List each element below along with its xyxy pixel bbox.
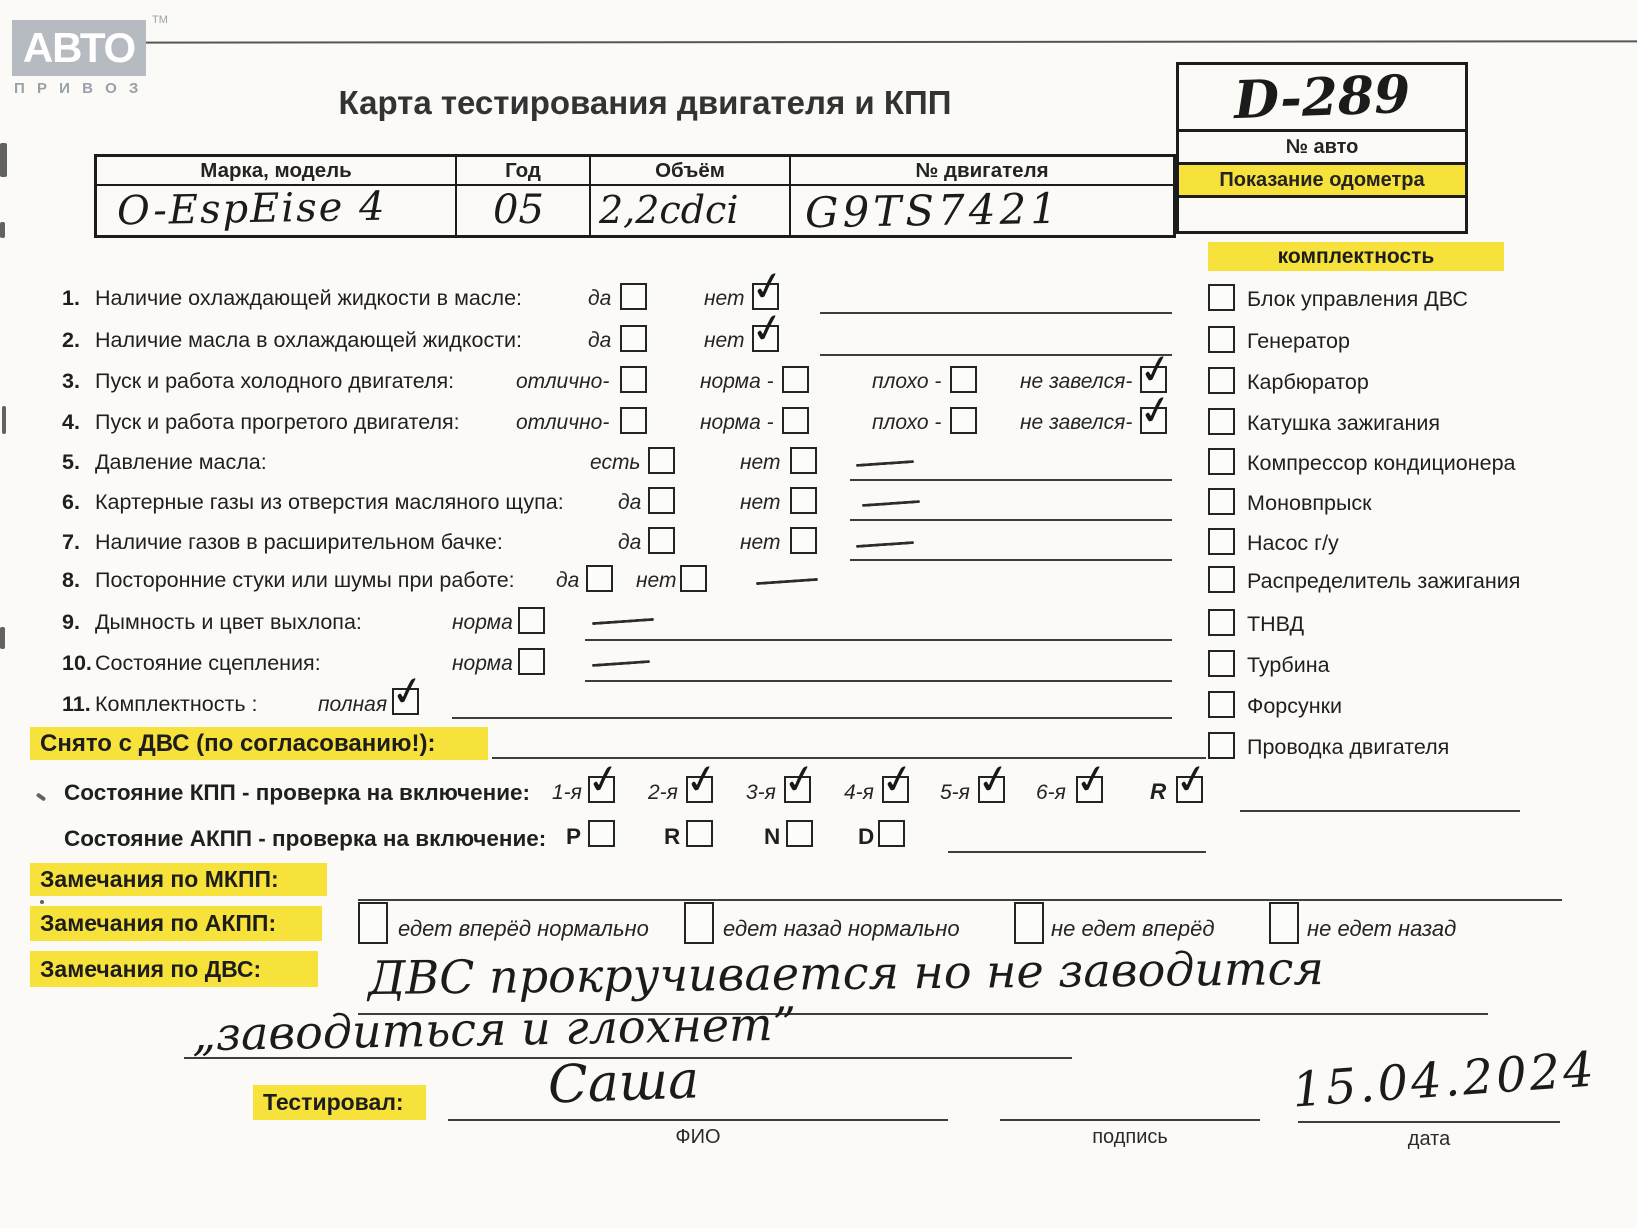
gear-label: 1-я: [552, 781, 582, 804]
volume-value-cell[interactable]: [591, 186, 791, 235]
item-label: Пуск и работа прогретого двигателя:: [95, 410, 460, 434]
akpp-option-label: едет назад нормально: [723, 916, 960, 941]
completeness-item: Проводка двигателя: [1247, 735, 1450, 759]
checkmark-icon: ✓: [747, 261, 789, 313]
checkbox-distributor[interactable]: [1208, 566, 1235, 593]
item-number: 8.: [62, 568, 80, 592]
item-label: Картерные газы из отверстия масляного щупа:: [95, 490, 564, 514]
checkbox-r6-no[interactable]: [790, 487, 817, 514]
odometer-label: Показание одометра: [1179, 162, 1465, 195]
scan-artifact: [0, 627, 5, 649]
blank-line: [585, 680, 1172, 682]
date-line: [1298, 1121, 1560, 1123]
handwritten-dash: [856, 541, 914, 548]
gear-label-reverse: R: [1150, 779, 1167, 804]
checkmark-icon: ✓: [681, 754, 723, 806]
engine-number-cell[interactable]: [791, 183, 1173, 238]
scan-artifact: [36, 792, 46, 801]
model-value: O-EspEise 4: [116, 183, 387, 235]
blank-line: [850, 559, 1172, 561]
handwritten-dash: [756, 578, 818, 585]
checkbox-r11-full[interactable]: [387, 666, 429, 718]
checkbox-r10-normal[interactable]: [518, 648, 545, 675]
item-label: Дымность и цвет выхлопа:: [95, 610, 362, 634]
name-caption: ФИО: [675, 1126, 721, 1148]
position-label-p: P: [566, 824, 582, 849]
option-yes-label: да: [588, 287, 612, 310]
blank-line: [1240, 810, 1520, 812]
tested-by-label: Тестировал:: [263, 1089, 404, 1115]
completeness-item: ТНВД: [1247, 612, 1305, 636]
vehicle-info-header-row: [97, 157, 1173, 186]
item-label: Наличие газов в расширительном бачке:: [95, 530, 503, 554]
logo-brand-block: [12, 20, 146, 76]
logo-tm: ТМ: [152, 14, 168, 26]
dvs-note-line2: „заводиться и глохнет”: [191, 996, 797, 1062]
completeness-item: Насос г/у: [1247, 531, 1339, 555]
item-number: 6.: [62, 490, 80, 514]
scan-artifact: [0, 143, 7, 177]
gear-label: 2-я: [648, 781, 678, 804]
checkbox-carburetor[interactable]: [1208, 367, 1235, 394]
item-label: Наличие охлаждающей жидкости в масле:: [95, 286, 523, 310]
completeness-item: Компрессор кондиционера: [1247, 451, 1516, 475]
completeness-item: Моновпрыск: [1247, 491, 1372, 515]
item-number: 9.: [62, 610, 80, 634]
dvs-note-line1: ДВС прокручивается но не заводится: [367, 940, 1325, 1006]
blank-line: [948, 851, 1206, 853]
remarks-dvs-label: Замечания по ДВС:: [40, 955, 262, 982]
date-value: 15.04.2024: [1290, 1041, 1599, 1119]
remarks-akpp-label: Замечания по АКПП:: [40, 910, 277, 936]
handwritten-dash: [592, 660, 650, 667]
name-line: [448, 1119, 948, 1121]
option-no-label: нет: [636, 569, 677, 592]
scan-artifact: [0, 222, 5, 238]
completeness-item: Карбюратор: [1247, 370, 1369, 394]
checkmark-icon: ✓: [387, 666, 429, 718]
item-number: 2.: [62, 328, 80, 352]
blank-line: [820, 312, 1172, 314]
checkmark-icon: ✓: [1171, 754, 1213, 806]
item-label: Наличие масла в охлаждающей жидкости:: [95, 328, 523, 352]
checkbox-r8-yes[interactable]: [586, 565, 613, 592]
completeness-item: Форсунки: [1247, 694, 1343, 718]
checkbox-injectors[interactable]: [1208, 691, 1235, 718]
tester-name-value: Саша: [546, 1050, 701, 1116]
checkmark-icon: ✓: [1135, 344, 1177, 396]
checkbox-r1-yes[interactable]: [620, 283, 647, 310]
checkbox-r3-normal[interactable]: [782, 366, 809, 393]
vehicle-info-table: [94, 154, 1176, 238]
position-label-n: N: [764, 824, 781, 849]
blank-line: [585, 639, 1172, 641]
vehicle-info-value-row: [97, 183, 1173, 238]
logo-subtext: П Р И В О З: [14, 80, 143, 97]
checkbox-ac-compressor[interactable]: [1208, 448, 1235, 475]
col-model: Марка, модель: [97, 157, 457, 184]
checkbox-gear-4[interactable]: [877, 754, 919, 806]
checkmark-icon: ✓: [1071, 754, 1113, 806]
option-full-label: полная: [318, 693, 388, 716]
checkbox-r2-yes[interactable]: [620, 325, 647, 352]
remarks-dvs-header: [30, 951, 318, 987]
item-label: Давление масла:: [95, 450, 267, 474]
item-number: 4.: [62, 410, 80, 434]
gear-label: 4-я: [844, 781, 874, 804]
checkmark-icon: ✓: [747, 303, 789, 355]
logo-brand-text: АВТО: [22, 24, 136, 71]
option-yes-label: да: [588, 329, 612, 352]
year-value-cell[interactable]: [457, 186, 591, 235]
col-engine: № двигателя: [915, 158, 1049, 182]
option-normal-label: норма: [452, 652, 513, 675]
checkbox-pos-n[interactable]: [786, 820, 813, 847]
checkbox-turbine[interactable]: [1208, 650, 1235, 677]
engine-number-value: G9TS7421: [804, 183, 1062, 238]
option-nostart-label: не завелся-: [1020, 411, 1133, 434]
item-number: 1.: [62, 286, 80, 310]
completeness-item: Генератор: [1247, 329, 1350, 353]
item-label: Состояние сцепления:: [95, 651, 321, 675]
auto-number-label: № авто: [1179, 129, 1465, 162]
blank-line: [850, 479, 1172, 481]
option-normal-label: норма: [452, 611, 513, 634]
col-year: Год: [457, 157, 591, 184]
checkbox-r8-no[interactable]: [680, 565, 707, 592]
checkmark-icon: ✓: [779, 754, 821, 806]
blank-line: [452, 717, 1172, 719]
item-label: Посторонние стуки или шумы при работе:: [95, 568, 515, 592]
completeness-item: Катушка зажигания: [1247, 411, 1440, 435]
checkbox-r4-normal[interactable]: [782, 407, 809, 434]
checkbox-pos-r[interactable]: [686, 820, 713, 847]
option-no-label: нет: [704, 287, 745, 310]
checkmark-icon: ✓: [877, 754, 919, 806]
option-excellent-label: отлично-: [516, 411, 610, 434]
option-present-label: есть: [590, 451, 641, 474]
remarks-mkpp-label: Замечания по МКПП:: [40, 866, 279, 892]
checkbox-r3-excellent[interactable]: [620, 366, 647, 393]
option-normal-label: норма -: [700, 411, 774, 434]
handwritten-dash: [856, 460, 914, 467]
scan-artifact: [40, 900, 44, 904]
completeness-item: Распределитель зажигания: [1247, 569, 1521, 593]
checkbox-r4-nostart[interactable]: [1135, 385, 1177, 437]
gearbox-check-label: Состояние КПП - проверка на включение:: [64, 780, 531, 805]
item-label: Пуск и работа холодного двигателя:: [95, 369, 455, 393]
checkbox-r4-bad[interactable]: [950, 407, 977, 434]
remarks-mkpp-header: [30, 863, 327, 896]
item-number: 11.: [62, 692, 91, 716]
akpp-option-label: не едет вперёд: [1051, 916, 1215, 941]
scan-artifact: [2, 406, 6, 434]
checkbox-ps-pump[interactable]: [1208, 528, 1235, 555]
checkbox-drives-forward[interactable]: [358, 902, 388, 944]
item-label: Комплектность :: [95, 692, 258, 716]
tested-by-header: [253, 1085, 426, 1120]
option-nostart-label: не завелся-: [1020, 370, 1133, 393]
akpp-option-label: едет вперёд нормально: [398, 916, 649, 941]
gear-label: 3-я: [746, 781, 776, 804]
checkbox-r3-bad[interactable]: [950, 366, 977, 393]
checkbox-gear-6[interactable]: [1071, 754, 1113, 806]
checkmark-icon: ✓: [583, 754, 625, 806]
option-no-label: нет: [740, 531, 781, 554]
option-no-label: нет: [740, 491, 781, 514]
logo: [12, 8, 182, 98]
removed-from-engine-label: Снято с ДВС (по согласованию!):: [40, 729, 436, 757]
checkbox-gear-2[interactable]: [681, 754, 723, 806]
option-no-label: нет: [740, 451, 781, 474]
col-volume: Объём: [591, 157, 791, 184]
checkbox-gear-r[interactable]: [1171, 754, 1213, 806]
checkbox-ecu[interactable]: [1208, 284, 1235, 311]
date-caption: дата: [1407, 1128, 1451, 1150]
completeness-item: Блок управления ДВС: [1247, 287, 1468, 311]
checkbox-r7-yes[interactable]: [648, 527, 675, 554]
year-value: 05: [493, 187, 544, 233]
gear-label: 6-я: [1036, 781, 1066, 804]
completeness-title: комплектность: [1277, 244, 1435, 268]
checkbox-no-forward[interactable]: [1014, 902, 1044, 944]
option-yes-label: да: [618, 491, 642, 514]
handwritten-dash: [592, 618, 654, 625]
item-number: 3.: [62, 369, 80, 393]
checkbox-r5-no[interactable]: [790, 447, 817, 474]
checkbox-generator[interactable]: [1208, 326, 1235, 353]
checkbox-no-backward[interactable]: [1269, 902, 1299, 944]
checkbox-r7-no[interactable]: [790, 527, 817, 554]
option-yes-label: да: [618, 531, 642, 554]
checkbox-gear-1[interactable]: [583, 754, 625, 806]
checkbox-r2-no[interactable]: [747, 303, 789, 355]
page-title: Карта тестирования двигателя и КПП: [338, 84, 952, 121]
scan-fold-line: [112, 40, 1637, 43]
handwritten-dash: [862, 500, 920, 507]
completeness-header: [1208, 242, 1504, 271]
vehicle-number-cell: [1179, 65, 1465, 129]
odometer-value-cell[interactable]: [1179, 195, 1465, 231]
item-number: 10.: [62, 651, 92, 675]
option-bad-label: плохо -: [872, 411, 942, 434]
vehicle-number-value: D-289: [1232, 63, 1412, 131]
checkbox-gear-5[interactable]: [973, 754, 1015, 806]
akpp-option-label: не едет назад: [1307, 916, 1457, 941]
option-yes-label: да: [556, 569, 580, 592]
gear-label: 5-я: [940, 781, 970, 804]
option-normal-label: норма -: [700, 370, 774, 393]
model-value-cell[interactable]: [97, 183, 457, 235]
checkbox-pos-d[interactable]: [878, 820, 905, 847]
completeness-item: Турбина: [1247, 653, 1330, 677]
position-label-d: D: [858, 824, 875, 849]
removed-from-engine-header: [30, 727, 488, 760]
checkbox-engine-wiring[interactable]: [1208, 732, 1235, 759]
position-label-r: R: [664, 824, 681, 849]
volume-value: 2,2cdci: [599, 188, 739, 232]
remarks-akpp-header: [30, 906, 322, 941]
blank-line: [850, 519, 1172, 521]
vehicle-number-box: [1176, 62, 1468, 234]
item-number: 5.: [62, 450, 80, 474]
checkbox-r5-present[interactable]: [648, 447, 675, 474]
option-no-label: нет: [704, 329, 745, 352]
item-number: 7.: [62, 530, 80, 554]
checkbox-r4-excellent[interactable]: [620, 407, 647, 434]
blank-line: [820, 354, 1172, 356]
checkbox-pos-p[interactable]: [588, 820, 615, 847]
checkbox-gear-3[interactable]: [779, 754, 821, 806]
checkmark-icon: ✓: [1135, 385, 1177, 437]
checkbox-mono-injection[interactable]: [1208, 488, 1235, 515]
signature-caption: подпись: [1092, 1126, 1168, 1148]
checkbox-drives-backward[interactable]: [684, 902, 714, 944]
checkbox-injection-pump[interactable]: [1208, 609, 1235, 636]
option-bad-label: плохо -: [872, 370, 942, 393]
checkmark-icon: ✓: [973, 754, 1015, 806]
option-excellent-label: отлично-: [516, 370, 610, 393]
signature-line: [1000, 1119, 1260, 1121]
checkbox-r6-yes[interactable]: [648, 487, 675, 514]
checkbox-r9-normal[interactable]: [518, 607, 545, 634]
checkbox-ignition-coil[interactable]: [1208, 408, 1235, 435]
auto-gearbox-check-label: Состояние АКПП - проверка на включение:: [64, 826, 547, 851]
blank-line: [358, 899, 1562, 901]
